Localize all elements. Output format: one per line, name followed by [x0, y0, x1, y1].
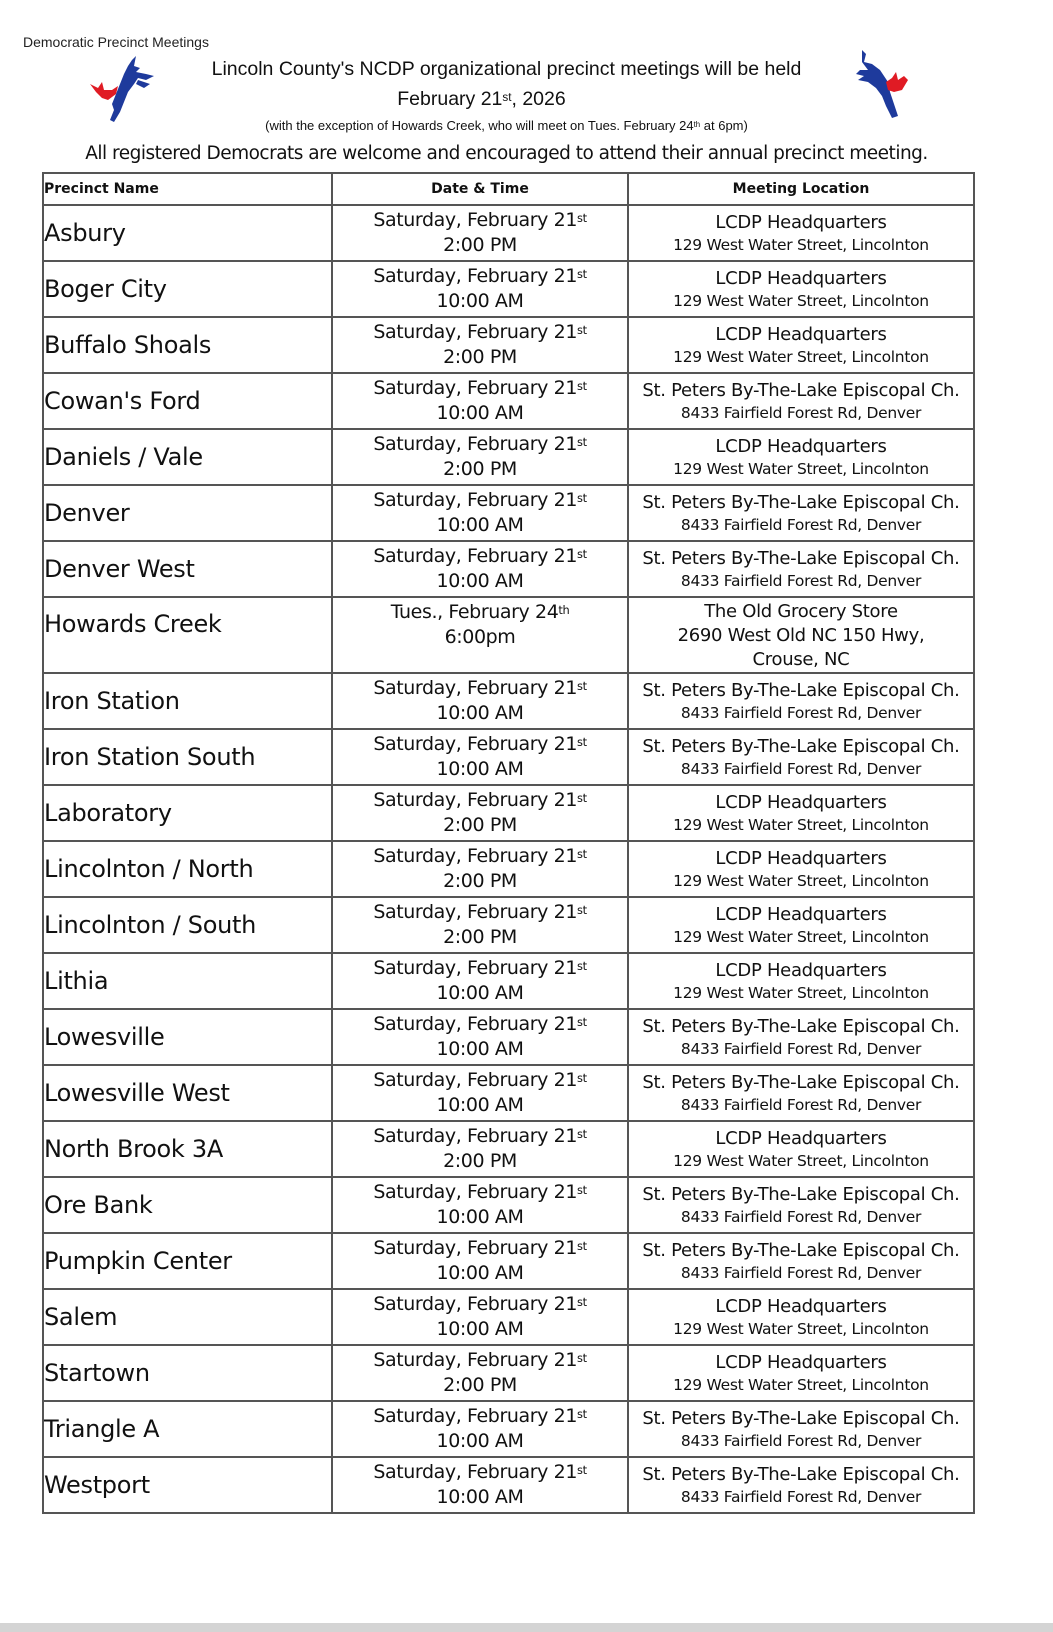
meeting-day-suffix: st — [577, 1295, 587, 1310]
page-bottom-edge — [0, 1623, 1053, 1632]
document-label: Democratic Precinct Meetings — [23, 34, 209, 50]
meeting-time: 10:00 AM — [436, 1262, 524, 1284]
meeting-day-text: Saturday, February 21 — [373, 677, 578, 699]
location-cell — [628, 729, 974, 785]
location-address: 129 West Water Street, Lincolnton — [673, 1152, 929, 1170]
date-time-cell — [332, 597, 628, 673]
meeting-day — [333, 900, 627, 925]
table-row — [43, 1177, 974, 1233]
location-cell — [628, 1401, 974, 1457]
date-time-cell — [332, 429, 628, 485]
meeting-day-suffix: st — [577, 547, 587, 562]
precinct-name: Iron Station — [43, 673, 332, 729]
meeting-day — [333, 1236, 627, 1261]
location-cell — [628, 1289, 974, 1345]
meeting-day — [333, 956, 627, 981]
meeting-day-suffix: st — [577, 679, 587, 694]
meeting-time: 2:00 PM — [443, 234, 517, 256]
date-time-cell — [332, 897, 628, 953]
location-name: St. Peters By-The-Lake Episcopal Ch. — [642, 1016, 960, 1037]
location-name: St. Peters By-The-Lake Episcopal Ch. — [642, 736, 960, 757]
meeting-day-text: Saturday, February 21 — [373, 1181, 578, 1203]
location-name: LCDP Headquarters — [715, 960, 887, 981]
location-address: 129 West Water Street, Lincolnton — [673, 928, 929, 946]
date-time-cell — [332, 485, 628, 541]
meeting-time: 2:00 PM — [443, 814, 517, 836]
table-row — [43, 317, 974, 373]
date-time-cell — [332, 785, 628, 841]
precinct-name: Startown — [43, 1345, 332, 1401]
headline: Lincoln County's NCDP organizational precinct meetings will be held — [211, 58, 802, 80]
table-row — [43, 541, 974, 597]
table-row — [43, 597, 974, 673]
date-time-cell — [332, 673, 628, 729]
meeting-day-text: Saturday, February 21 — [373, 433, 578, 455]
location-cell — [628, 1121, 974, 1177]
date-time-cell — [332, 1177, 628, 1233]
location-address: 129 West Water Street, Lincolnton — [673, 1376, 929, 1394]
meeting-day-suffix: st — [577, 379, 587, 394]
location-name: LCDP Headquarters — [715, 268, 887, 289]
meeting-day-suffix: st — [577, 959, 587, 974]
date-time-cell — [332, 1457, 628, 1513]
meeting-day-text: Saturday, February 21 — [373, 901, 578, 923]
precinct-name: Triangle A — [43, 1401, 332, 1457]
meeting-day-suffix: st — [577, 1351, 587, 1366]
location-cell — [628, 485, 974, 541]
location-name: St. Peters By-The-Lake Episcopal Ch. — [642, 1240, 960, 1261]
welcome-line: All registered Democrats are welcome and encouraged to attend their annual precinct meeting. — [85, 143, 928, 164]
location-address: 129 West Water Street, Lincolnton — [673, 460, 929, 478]
meeting-time: 10:00 AM — [436, 1094, 524, 1116]
precinct-name: Denver — [43, 485, 332, 541]
meeting-time: 10:00 AM — [436, 1430, 524, 1452]
meeting-day-text: Saturday, February 21 — [373, 1405, 578, 1427]
meeting-day-suffix: st — [577, 735, 587, 750]
location-address: 129 West Water Street, Lincolnton — [673, 292, 929, 310]
location-name: St. Peters By-The-Lake Episcopal Ch. — [642, 1072, 960, 1093]
exception-note — [0, 118, 1013, 133]
location-cell — [628, 953, 974, 1009]
meeting-time: 6:00pm — [444, 626, 516, 648]
location-cell — [628, 673, 974, 729]
table-row — [43, 1345, 974, 1401]
meeting-day — [333, 1012, 627, 1037]
table-row — [43, 953, 974, 1009]
precinct-name: Westport — [43, 1457, 332, 1513]
column-header-meeting-location: Meeting Location — [628, 173, 974, 205]
meeting-day-suffix: st — [577, 1127, 587, 1142]
meeting-day-suffix: st — [577, 1407, 587, 1422]
location-name: LCDP Headquarters — [715, 792, 887, 813]
meeting-day-text: Saturday, February 21 — [373, 377, 578, 399]
location-name: LCDP Headquarters — [715, 212, 887, 233]
meeting-day-suffix: st — [577, 211, 587, 226]
table-row — [43, 373, 974, 429]
meeting-day-text: Saturday, February 21 — [373, 1237, 578, 1259]
location-name: LCDP Headquarters — [715, 324, 887, 345]
meeting-day — [333, 1180, 627, 1205]
location-cell — [628, 785, 974, 841]
location-address: 8433 Fairfield Forest Rd, Denver — [680, 1488, 922, 1506]
precinct-name: Cowan's Ford — [43, 373, 332, 429]
precinct-name: Salem — [43, 1289, 332, 1345]
date-time-cell — [332, 261, 628, 317]
location-address: 8433 Fairfield Forest Rd, Denver — [680, 1432, 922, 1450]
meeting-time: 10:00 AM — [436, 1038, 524, 1060]
meeting-time: 10:00 AM — [436, 570, 524, 592]
meeting-day — [333, 844, 627, 869]
meeting-day-text: Saturday, February 21 — [373, 489, 578, 511]
meeting-day — [333, 432, 627, 457]
location-city: Crouse, NC — [752, 649, 850, 670]
meeting-day-text: Saturday, February 21 — [373, 265, 578, 287]
precinct-name: Howards Creek — [43, 597, 332, 673]
meeting-day-text: Saturday, February 21 — [373, 209, 578, 231]
date-time-cell — [332, 1401, 628, 1457]
precinct-name: Boger City — [43, 261, 332, 317]
location-address: 8433 Fairfield Forest Rd, Denver — [680, 572, 922, 590]
meeting-day — [333, 788, 627, 813]
table-row — [43, 1065, 974, 1121]
meeting-day — [333, 1124, 627, 1149]
meeting-time: 10:00 AM — [436, 402, 524, 424]
location-name: LCDP Headquarters — [715, 848, 887, 869]
precinct-name: Buffalo Shoals — [43, 317, 332, 373]
location-address: 8433 Fairfield Forest Rd, Denver — [680, 760, 922, 778]
meeting-day — [333, 1460, 627, 1485]
column-header-date-time: Date & Time — [332, 173, 628, 205]
location-name: LCDP Headquarters — [715, 1128, 887, 1149]
meeting-time: 10:00 AM — [436, 1486, 524, 1508]
column-header-precinct-name: Precinct Name — [43, 173, 332, 205]
date-time-cell — [332, 1121, 628, 1177]
meeting-day-suffix: st — [577, 1239, 587, 1254]
location-address: 129 West Water Street, Lincolnton — [673, 816, 929, 834]
date-time-cell — [332, 1009, 628, 1065]
meeting-day-text: Saturday, February 21 — [373, 845, 578, 867]
precinct-name: Pumpkin Center — [43, 1233, 332, 1289]
meeting-day-suffix: st — [577, 323, 587, 338]
meeting-day — [333, 600, 627, 625]
table-row — [43, 729, 974, 785]
precinct-name: Denver West — [43, 541, 332, 597]
meeting-time: 10:00 AM — [436, 1206, 524, 1228]
location-address: 8433 Fairfield Forest Rd, Denver — [680, 1096, 922, 1114]
meeting-day — [333, 676, 627, 701]
meeting-date-year: , 2026 — [511, 88, 566, 110]
precinct-name: Lincolnton / North — [43, 841, 332, 897]
date-time-cell — [332, 373, 628, 429]
meeting-day — [333, 320, 627, 345]
meeting-day-suffix: st — [577, 1015, 587, 1030]
table-row — [43, 673, 974, 729]
location-cell — [628, 1177, 974, 1233]
precinct-name: North Brook 3A — [43, 1121, 332, 1177]
table-row — [43, 1233, 974, 1289]
precinct-name: Asbury — [43, 205, 332, 261]
precinct-name: Lincolnton / South — [43, 897, 332, 953]
date-time-cell — [332, 205, 628, 261]
meeting-day-suffix: st — [577, 1463, 587, 1478]
meeting-time: 2:00 PM — [443, 926, 517, 948]
date-time-cell — [332, 953, 628, 1009]
meeting-day-suffix: th — [558, 603, 570, 618]
location-cell — [628, 1065, 974, 1121]
table-row — [43, 841, 974, 897]
meeting-day-suffix: st — [577, 491, 587, 506]
exception-note-text: (with the exception of Howards Creek, who will meet on Tues. February 24 — [265, 118, 694, 133]
meeting-day — [333, 488, 627, 513]
date-time-cell — [332, 1345, 628, 1401]
meeting-day-text: Saturday, February 21 — [373, 1013, 578, 1035]
location-name: St. Peters By-The-Lake Episcopal Ch. — [642, 380, 960, 401]
location-name: St. Peters By-The-Lake Episcopal Ch. — [642, 1464, 960, 1485]
meeting-day — [333, 1068, 627, 1093]
location-name: LCDP Headquarters — [715, 436, 887, 457]
meeting-day-text: Saturday, February 21 — [373, 1293, 578, 1315]
precinct-meetings-table — [42, 172, 975, 1514]
table-row — [43, 1009, 974, 1065]
location-address: 8433 Fairfield Forest Rd, Denver — [680, 1040, 922, 1058]
location-address: 8433 Fairfield Forest Rd, Denver — [680, 704, 922, 722]
date-time-cell — [332, 1065, 628, 1121]
meeting-day — [333, 376, 627, 401]
date-time-cell — [332, 1289, 628, 1345]
precinct-name: Lithia — [43, 953, 332, 1009]
table-row — [43, 1457, 974, 1513]
meeting-day-text: Saturday, February 21 — [373, 545, 578, 567]
location-cell — [628, 841, 974, 897]
location-address: 129 West Water Street, Lincolnton — [673, 872, 929, 890]
location-name: St. Peters By-The-Lake Episcopal Ch. — [642, 492, 960, 513]
table-header-row — [43, 173, 974, 205]
meeting-time: 10:00 AM — [436, 290, 524, 312]
location-address: 129 West Water Street, Lincolnton — [673, 236, 929, 254]
location-cell — [628, 597, 974, 673]
table-row — [43, 429, 974, 485]
precinct-name: Lowesville — [43, 1009, 332, 1065]
date-time-cell — [332, 729, 628, 785]
table-row — [43, 785, 974, 841]
meeting-date-suffix: st — [502, 90, 512, 104]
meeting-day-text: Tues., February 24 — [390, 601, 559, 623]
precinct-name: Daniels / Vale — [43, 429, 332, 485]
location-cell — [628, 897, 974, 953]
meeting-day-text: Saturday, February 21 — [373, 733, 578, 755]
location-name: The Old Grocery Store — [704, 601, 898, 622]
meeting-day — [333, 732, 627, 757]
table-row — [43, 1401, 974, 1457]
date-time-cell — [332, 1233, 628, 1289]
date-time-cell — [332, 541, 628, 597]
meeting-day — [333, 208, 627, 233]
table-row — [43, 485, 974, 541]
location-name: St. Peters By-The-Lake Episcopal Ch. — [642, 1408, 960, 1429]
date-time-cell — [332, 841, 628, 897]
location-address: 2690 West Old NC 150 Hwy, — [677, 625, 925, 646]
precinct-name: Laboratory — [43, 785, 332, 841]
meeting-day-suffix: st — [577, 847, 587, 862]
meeting-date-text: February 21 — [397, 88, 503, 110]
meeting-day-text: Saturday, February 21 — [373, 1349, 578, 1371]
location-name: St. Peters By-The-Lake Episcopal Ch. — [642, 1184, 960, 1205]
location-cell — [628, 429, 974, 485]
location-name: LCDP Headquarters — [715, 1296, 887, 1317]
meeting-time: 2:00 PM — [443, 870, 517, 892]
table-row — [43, 897, 974, 953]
location-name: LCDP Headquarters — [715, 1352, 887, 1373]
meeting-day-text: Saturday, February 21 — [373, 789, 578, 811]
meeting-time: 2:00 PM — [443, 458, 517, 480]
location-cell — [628, 261, 974, 317]
meeting-time: 2:00 PM — [443, 1374, 517, 1396]
meeting-day — [333, 544, 627, 569]
meeting-day-text: Saturday, February 21 — [373, 1461, 578, 1483]
meeting-day — [333, 1292, 627, 1317]
meeting-time: 2:00 PM — [443, 1150, 517, 1172]
location-address: 129 West Water Street, Lincolnton — [673, 984, 929, 1002]
table-row — [43, 205, 974, 261]
meeting-day — [333, 264, 627, 289]
meeting-time: 10:00 AM — [436, 702, 524, 724]
location-address: 8433 Fairfield Forest Rd, Denver — [680, 1208, 922, 1226]
meeting-day-text: Saturday, February 21 — [373, 957, 578, 979]
location-address: 8433 Fairfield Forest Rd, Denver — [680, 1264, 922, 1282]
meeting-day-text: Saturday, February 21 — [373, 1125, 578, 1147]
location-cell — [628, 1009, 974, 1065]
exception-note-end: at 6pm) — [700, 118, 748, 133]
precinct-name: Lowesville West — [43, 1065, 332, 1121]
location-name: St. Peters By-The-Lake Episcopal Ch. — [642, 680, 960, 701]
meeting-time: 10:00 AM — [436, 758, 524, 780]
location-address: 129 West Water Street, Lincolnton — [673, 1320, 929, 1338]
location-name: LCDP Headquarters — [715, 904, 887, 925]
meeting-day — [333, 1348, 627, 1373]
meeting-day-text: Saturday, February 21 — [373, 321, 578, 343]
location-cell — [628, 205, 974, 261]
location-cell — [628, 373, 974, 429]
location-address: 8433 Fairfield Forest Rd, Denver — [680, 404, 922, 422]
meeting-day-suffix: st — [577, 267, 587, 282]
meeting-day-text: Saturday, February 21 — [373, 1069, 578, 1091]
precinct-name: Iron Station South — [43, 729, 332, 785]
meeting-time: 10:00 AM — [436, 514, 524, 536]
exception-note-suffix: th — [693, 120, 701, 130]
location-cell — [628, 317, 974, 373]
meeting-day-suffix: st — [577, 903, 587, 918]
precinct-name: Ore Bank — [43, 1177, 332, 1233]
location-cell — [628, 1457, 974, 1513]
meeting-day-suffix: st — [577, 1183, 587, 1198]
meeting-day — [333, 1404, 627, 1429]
location-cell — [628, 1345, 974, 1401]
location-cell — [628, 541, 974, 597]
location-name: St. Peters By-The-Lake Episcopal Ch. — [642, 548, 960, 569]
meeting-time: 10:00 AM — [436, 982, 524, 1004]
location-address: 129 West Water Street, Lincolnton — [673, 348, 929, 366]
meeting-time: 2:00 PM — [443, 346, 517, 368]
meeting-day-suffix: st — [577, 435, 587, 450]
meeting-date — [0, 88, 988, 111]
date-time-cell — [332, 317, 628, 373]
meeting-time: 10:00 AM — [436, 1318, 524, 1340]
table-row — [43, 261, 974, 317]
meeting-day-suffix: st — [577, 1071, 587, 1086]
location-address: 8433 Fairfield Forest Rd, Denver — [680, 516, 922, 534]
location-cell — [628, 1233, 974, 1289]
table-row — [43, 1289, 974, 1345]
meeting-day-suffix: st — [577, 791, 587, 806]
table-row — [43, 1121, 974, 1177]
